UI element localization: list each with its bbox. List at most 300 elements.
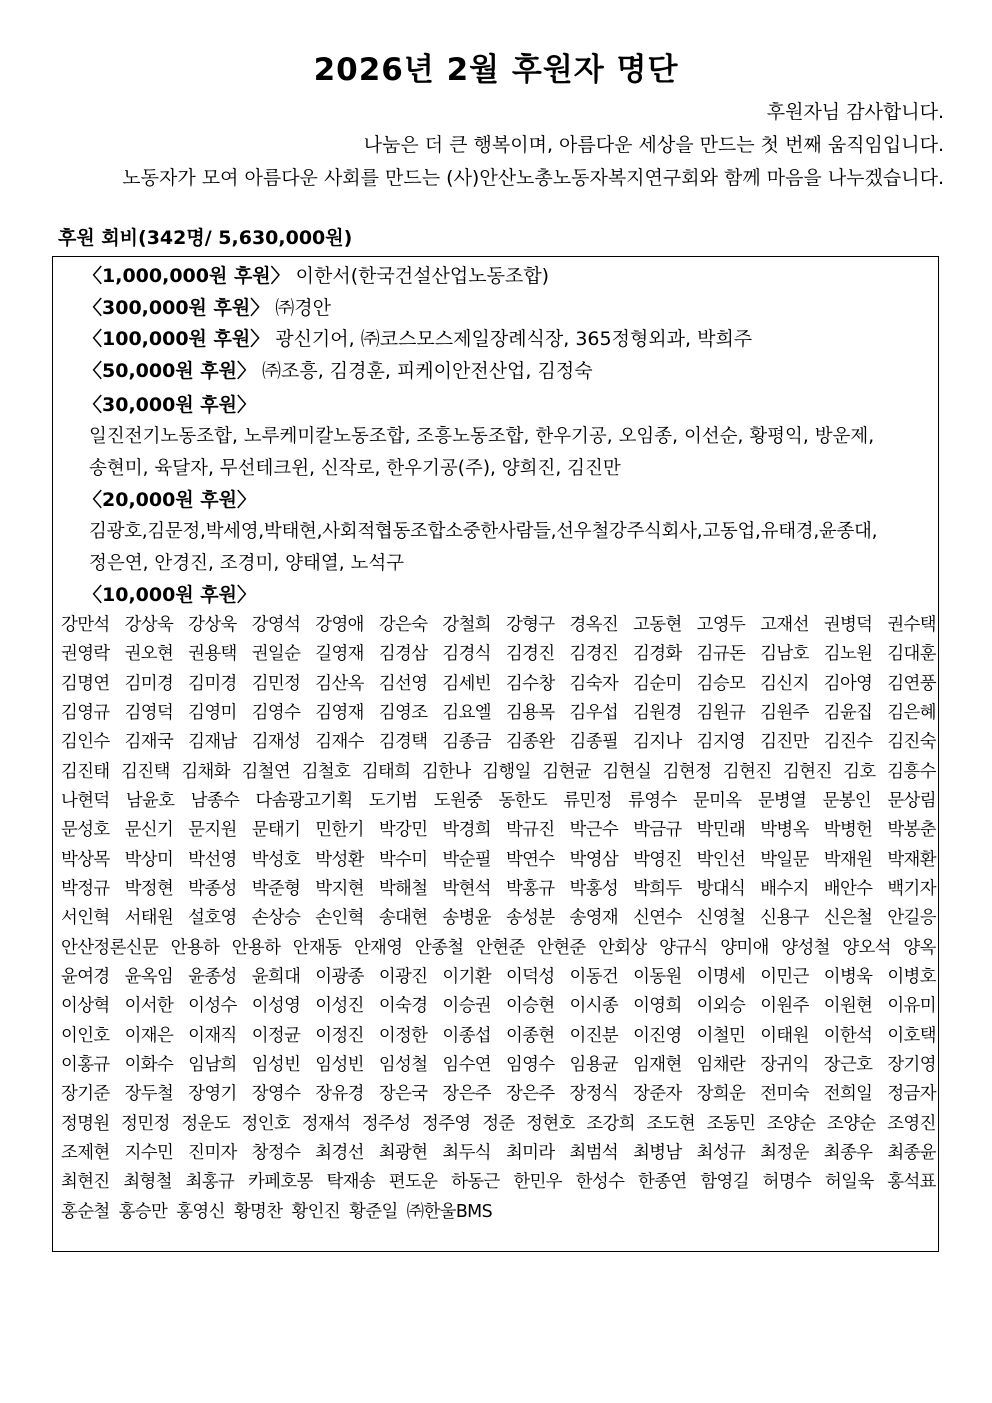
donor-name: 강은숙 [378, 615, 428, 635]
donor-name: 신영철 [696, 908, 746, 929]
donor-name: 박영진 [633, 849, 682, 870]
donor-name: 조도현 [646, 1113, 696, 1134]
donor-name: 남윤호 [125, 790, 175, 811]
donor-name: 문성호 [61, 820, 110, 841]
donor-name: 안길응 [887, 908, 936, 929]
donor-name: 정주영 [422, 1113, 471, 1134]
donor-name: 이종현 [505, 1025, 555, 1046]
donor-name: 이성진 [315, 996, 364, 1017]
donor-name: 박상미 [124, 849, 174, 870]
donor-name: 김호 [843, 761, 876, 782]
donor-name: 장영수 [251, 1084, 301, 1105]
donor-name: 김재성 [251, 732, 301, 753]
donor-name: 김영미 [188, 702, 237, 723]
intro-line: 노동자가 모여 아름다운 사회를 만드는 (사)안산노총노동자복지연구회와 함께 마음을 나누겠습니다. [122, 167, 944, 189]
donor-name: 강철희 [442, 615, 491, 635]
donor-name: 전희일 [823, 1084, 873, 1105]
donor-name: 박홍성 [569, 878, 619, 899]
donor-name: 김수창 [505, 673, 555, 694]
donor-name: 허명수 [762, 1172, 812, 1193]
donor-name: 최병남 [633, 1142, 682, 1163]
donor-name: 임성빈 [315, 1054, 364, 1075]
donor-name: 박해철 [378, 878, 428, 899]
donor-name: 김영조 [378, 702, 428, 723]
donor-name: 김아영 [823, 673, 873, 694]
donor-name: 최홍규 [185, 1172, 235, 1193]
donor-name: 정운도 [181, 1113, 230, 1134]
donor-name: 김태희 [361, 761, 411, 782]
donor-name: 이병욱 [823, 966, 873, 987]
donor-name: 한민우 [513, 1172, 562, 1193]
donor-name: 장근호 [823, 1054, 873, 1075]
donor-name: 홍영신 [176, 1201, 225, 1222]
donor-name: 이홍규 [61, 1054, 110, 1075]
donor-name: 이재은 [124, 1025, 174, 1046]
donor-name: 김종금 [442, 732, 491, 753]
donor-name: 하동근 [451, 1172, 500, 1193]
donor-name: 고영두 [696, 615, 746, 635]
donor-name: 설호영 [188, 908, 237, 929]
donor-name: 이한석 [823, 1025, 873, 1046]
donor-name: 강영애 [315, 615, 364, 635]
donor-name: 박일문 [760, 849, 809, 870]
donor-name: 이덕성 [505, 966, 555, 987]
donor-name: 김승모 [696, 673, 746, 694]
names-row [61, 728, 936, 757]
intro-text [122, 96, 944, 195]
donor-name: 김요엘 [442, 702, 491, 723]
donor-name: 김원규 [696, 702, 746, 723]
donor-name: 안재영 [353, 937, 403, 958]
donor-name: 김현진 [783, 761, 832, 782]
donor-name: 권일순 [251, 644, 301, 665]
donor-name: 강상욱 [124, 615, 174, 635]
donor-name: 양오석 [842, 937, 891, 958]
donor-name: 김선영 [378, 673, 428, 694]
donor-name: 장두철 [124, 1084, 174, 1105]
tier-names: ㈜조흥, 김경훈, 피케이안전산업, 김정숙 [262, 360, 593, 382]
donor-name: 박영삼 [569, 849, 619, 870]
tier-50000 [83, 356, 593, 383]
donor-name: 문봉인 [822, 790, 872, 811]
names-row [61, 611, 936, 640]
tier-20000 [83, 485, 256, 512]
donor-name: 이철민 [696, 1025, 746, 1046]
donor-name: 이정한 [378, 1025, 428, 1046]
donor-name: 양미애 [720, 937, 769, 958]
donor-name: 김은혜 [887, 702, 936, 723]
donor-name: 양옥 [903, 937, 936, 958]
donor-name: 김경진 [569, 644, 619, 665]
tier-label: 〈50,000원 후원〉 [83, 360, 256, 382]
donor-name: 박병헌 [823, 820, 873, 841]
donor-name: 권수택 [887, 615, 936, 635]
donor-name: 신용구 [760, 908, 809, 929]
donor-name: 조영진 [887, 1113, 936, 1134]
donor-name: 김영덕 [124, 702, 174, 723]
donor-name: 배수지 [760, 878, 809, 899]
donor-name: 김명연 [61, 673, 110, 694]
donor-name: 장준자 [633, 1084, 682, 1105]
donor-name: 안회상 [598, 937, 647, 958]
donor-name: 다솜광고기획 [255, 790, 353, 811]
tier-label: 〈300,000원 후원〉 [83, 297, 270, 319]
tier-names: 이한서(한국건설산업노동조합) [295, 265, 550, 287]
donor-name: 임영수 [505, 1054, 555, 1075]
donor-name: 박민래 [696, 820, 746, 841]
donor-name: 손상승 [251, 908, 301, 929]
tier-20000-names-line: 김광호,김문정,박세영,박태현,사회적협동조합소중한사람들,선우철강주식회사,고동업,유태경,윤종대, [89, 521, 878, 542]
donor-name: 강상욱 [188, 615, 237, 635]
donor-name: 박종성 [188, 878, 237, 899]
donor-name: 박경희 [442, 820, 491, 841]
names-row [61, 1080, 936, 1109]
donor-name: 이진영 [633, 1025, 682, 1046]
donor-name: 이기환 [442, 966, 491, 987]
donor-name: 임성철 [378, 1054, 428, 1075]
donor-name: 황인진 [291, 1201, 341, 1222]
donor-name: 신연수 [633, 908, 682, 929]
donor-name: 최현진 [61, 1172, 110, 1193]
donor-name: 신은철 [823, 908, 873, 929]
donor-name: 이화수 [124, 1054, 174, 1075]
names-row [61, 758, 936, 787]
tier-label: 〈100,000원 후원〉 [83, 328, 270, 350]
donor-name: 이호택 [887, 1025, 936, 1046]
donor-name: 윤희대 [251, 966, 301, 987]
donor-name: 이민근 [760, 966, 809, 987]
donor-name: 이광진 [378, 966, 428, 987]
donor-name: 김진태 [61, 761, 110, 782]
donor-name: 박성환 [315, 849, 364, 870]
donor-name: 김흥수 [887, 761, 936, 782]
donor-name: 조제현 [61, 1142, 110, 1163]
donor-name: 이동건 [569, 966, 619, 987]
donor-name: 정현호 [526, 1113, 575, 1134]
donor-name: 김연풍 [887, 673, 936, 694]
names-row [61, 1198, 936, 1227]
donor-name: 이정균 [251, 1025, 301, 1046]
donor-name: 최두식 [442, 1142, 491, 1163]
donor-name: 조강희 [586, 1113, 635, 1134]
donor-name: 정명원 [61, 1113, 110, 1134]
donor-name: 홍석표 [887, 1172, 936, 1193]
names-row [61, 992, 936, 1021]
tier-300000 [83, 293, 331, 320]
donor-name: 류영수 [628, 790, 677, 811]
names-row [61, 1022, 936, 1051]
tier-100000 [83, 324, 752, 351]
donor-name: 박상목 [61, 849, 110, 870]
donor-name: 도원중 [433, 790, 483, 811]
donor-name: 카페호몽 [247, 1172, 313, 1193]
donor-name: 박성호 [251, 849, 301, 870]
donor-name: 김대훈 [887, 644, 936, 665]
donor-name: 박연수 [505, 849, 555, 870]
donor-name: 정준 [482, 1113, 515, 1134]
donor-name: 김미경 [188, 673, 237, 694]
donor-name: 안현준 [537, 937, 586, 958]
donor-name: 정인호 [241, 1113, 291, 1134]
donor-name: 최성규 [696, 1142, 746, 1163]
donor-name: 김세빈 [442, 673, 491, 694]
donor-name: 최경선 [315, 1142, 364, 1163]
donor-name: 이서한 [124, 996, 174, 1017]
donor-list-box [52, 256, 939, 1252]
donor-name: 장기준 [61, 1084, 110, 1105]
page-title: 2026년 2월 후원자 명단 [313, 52, 679, 88]
names-row [61, 1110, 936, 1139]
donor-name: 김한나 [422, 761, 471, 782]
tier-1000000 [83, 261, 549, 288]
donor-name: 최광현 [378, 1142, 428, 1163]
donor-name: 임남희 [188, 1054, 237, 1075]
donor-name: 김경식 [442, 644, 491, 665]
donor-name: 이병호 [887, 966, 936, 987]
donor-name: 김민정 [251, 673, 301, 694]
donor-name: 김진택 [121, 761, 170, 782]
donor-name: 김신지 [760, 673, 809, 694]
donor-name: 김종필 [569, 732, 619, 753]
donor-name: 한성수 [575, 1172, 625, 1193]
donor-name: 민한기 [315, 820, 364, 841]
tier-10000-names-grid [61, 611, 936, 1227]
tier-10000 [83, 580, 256, 607]
donor-name: 최종윤 [887, 1142, 936, 1163]
donor-name: 양성철 [781, 937, 830, 958]
donor-name: 안종철 [414, 937, 464, 958]
donor-name: 이명세 [696, 966, 746, 987]
donor-name: 김용목 [505, 702, 555, 723]
donor-name: 박재환 [887, 849, 936, 870]
tier-30000-names-line: 일진전기노동조합, 노루케미칼노동조합, 조흥노동조합, 한우기공, 오임종, 이선순, 황평익, 방운제, [89, 426, 875, 447]
donor-name: 최미라 [505, 1142, 555, 1163]
donor-name: 문태기 [251, 820, 301, 841]
donor-name: 강형구 [505, 615, 555, 635]
donor-name: 한종연 [638, 1172, 687, 1193]
donor-name: 장은주 [505, 1084, 555, 1105]
donor-name: 송병윤 [442, 908, 491, 929]
donor-name: 이성수 [188, 996, 237, 1017]
donor-name: 김진수 [823, 732, 873, 753]
donor-name: 김경택 [378, 732, 428, 753]
donor-name: 임수연 [442, 1054, 491, 1075]
intro-line: 후원자님 감사합니다. [766, 101, 944, 123]
donor-name: 김재수 [315, 732, 364, 753]
donor-name: 김재남 [188, 732, 237, 753]
donor-name: 임용균 [569, 1054, 619, 1075]
donor-name: 이동원 [633, 966, 682, 987]
donor-name: 장영기 [188, 1084, 237, 1105]
donor-name: 박금규 [633, 820, 682, 841]
donor-name: 이태원 [760, 1025, 809, 1046]
donor-name: 김미경 [124, 673, 174, 694]
donor-name: 박홍규 [505, 878, 555, 899]
donor-name: 김산옥 [315, 673, 364, 694]
donor-name: 권영락 [61, 644, 110, 665]
donor-name: 조양순 [827, 1113, 876, 1134]
donor-name: 김현정 [662, 761, 712, 782]
donor-name: 고재선 [760, 615, 809, 635]
donor-name: 장기영 [887, 1054, 936, 1075]
tier-label: 〈1,000,000원 후원〉 [83, 265, 290, 287]
donor-name: 김숙자 [569, 673, 619, 694]
donor-name: 장귀익 [760, 1054, 809, 1075]
donor-name: 이상혁 [61, 996, 110, 1017]
donor-name: 문신기 [124, 820, 174, 841]
names-row [61, 1051, 936, 1080]
donor-name: 윤여경 [61, 966, 110, 987]
donor-name: 장은주 [442, 1084, 491, 1105]
donor-name: 함영길 [700, 1172, 749, 1193]
donor-name: 홍순철 [61, 1201, 110, 1222]
donor-name: 김남호 [760, 644, 809, 665]
donor-name: 김원경 [633, 702, 682, 723]
donor-name: 지수민 [124, 1142, 174, 1163]
donor-name: 임성빈 [251, 1054, 301, 1075]
donor-name: 임재현 [633, 1054, 682, 1075]
donor-name: 창정수 [251, 1142, 301, 1163]
donor-name: 김종완 [505, 732, 555, 753]
donor-name: 황명찬 [233, 1201, 283, 1222]
donor-name: 고동현 [633, 615, 682, 635]
donor-name: 박수미 [378, 849, 428, 870]
donor-name: 김행일 [482, 761, 531, 782]
donor-name: 송성분 [505, 908, 555, 929]
donor-name: 서인혁 [61, 908, 110, 929]
donor-name: 안용하 [231, 937, 281, 958]
names-row [61, 1168, 936, 1197]
donor-name: 김현진 [722, 761, 772, 782]
donor-name: 이정진 [315, 1025, 364, 1046]
donor-name: 김채화 [181, 761, 230, 782]
donor-name: 김인수 [61, 732, 110, 753]
donor-name: 황준일 [349, 1201, 398, 1222]
donor-name: 박병옥 [760, 820, 809, 841]
donor-name: 송대현 [378, 908, 428, 929]
donor-name: 김원주 [760, 702, 809, 723]
donor-name: 이승권 [442, 996, 491, 1017]
tier-20000-names-line: 정은연, 안경진, 조경미, 양태열, 노석구 [89, 553, 405, 574]
donor-name: 서태원 [124, 908, 174, 929]
tier-30000 [83, 390, 256, 417]
donor-name: 김철호 [301, 761, 351, 782]
donor-name: 이시종 [569, 996, 619, 1017]
donor-name: 문미옥 [692, 790, 742, 811]
donor-name: 탁재송 [326, 1172, 376, 1193]
donor-name: 허일욱 [824, 1172, 874, 1193]
donor-name: 조양순 [766, 1113, 816, 1134]
donor-name: 임채란 [696, 1054, 746, 1075]
tier-label: 〈30,000원 후원〉 [83, 394, 256, 416]
donor-name: 박인선 [696, 849, 746, 870]
donor-name: 박정규 [61, 878, 110, 899]
names-row [61, 846, 936, 875]
donor-name: 방대식 [696, 878, 746, 899]
donor-name: 김재국 [124, 732, 174, 753]
donor-name: 이성영 [251, 996, 301, 1017]
tier-label: 〈20,000원 후원〉 [83, 489, 256, 511]
donor-name: 이외승 [696, 996, 746, 1017]
donation-summary: 후원 회비(342명/ 5,630,000원) [58, 227, 353, 249]
donor-name: 김경화 [633, 644, 682, 665]
donor-name: 문상림 [887, 790, 936, 811]
donor-name: 길영재 [315, 644, 364, 665]
names-row [61, 670, 936, 699]
donor-name: 김노원 [823, 644, 873, 665]
donor-name: 김지영 [696, 732, 746, 753]
donor-name: 홍승만 [118, 1201, 168, 1222]
donor-name: 박선영 [188, 849, 237, 870]
tier-names: ㈜경안 [275, 297, 331, 319]
donor-name: 동한도 [498, 790, 548, 811]
donor-name: 문병열 [757, 790, 807, 811]
donor-name: 김우섭 [569, 702, 619, 723]
donor-name: 안용하 [170, 937, 220, 958]
donor-name: 김영재 [315, 702, 364, 723]
donor-name: 윤옥임 [124, 966, 174, 987]
donor-name: 김경진 [505, 644, 555, 665]
donor-name: 조동민 [706, 1113, 756, 1134]
donor-name: 배안수 [823, 878, 873, 899]
donor-name: 윤종성 [188, 966, 237, 987]
donor-name: 이영희 [633, 996, 682, 1017]
donor-name: 박강민 [378, 820, 428, 841]
donor-name: 장희운 [696, 1084, 746, 1105]
names-row [61, 875, 936, 904]
donor-name: 박현석 [442, 878, 491, 899]
donor-name: 최범석 [569, 1142, 619, 1163]
donor-name: 최형철 [123, 1172, 172, 1193]
names-row [61, 1139, 936, 1168]
donor-name: 박근수 [569, 820, 619, 841]
donor-name: 문지원 [188, 820, 237, 841]
donor-name: 이숙경 [378, 996, 428, 1017]
donor-name: 류민정 [563, 790, 612, 811]
donor-name: 안현준 [475, 937, 525, 958]
tier-30000-names-line: 송현미, 육달자, 무선테크윈, 신작로, 한우기공(주), 양희진, 김진만 [89, 458, 621, 479]
donor-name: 이광종 [315, 966, 364, 987]
donor-name: 박지현 [315, 878, 364, 899]
donor-name: 박재원 [823, 849, 873, 870]
donor-name: 손인혁 [315, 908, 364, 929]
donor-name: 박규진 [505, 820, 555, 841]
donor-name: 김윤집 [823, 702, 873, 723]
donor-name: 이진분 [569, 1025, 619, 1046]
donor-name: 김진숙 [887, 732, 936, 753]
donor-name: 송영재 [569, 908, 619, 929]
donor-name: 안산정론신문 [61, 937, 159, 958]
donor-name: 최종우 [823, 1142, 873, 1163]
donor-name: 전미숙 [760, 1084, 809, 1105]
names-row [61, 904, 936, 933]
donor-name: 정주성 [361, 1113, 411, 1134]
names-row [61, 963, 936, 992]
donor-name: 남종수 [190, 790, 240, 811]
donor-name: 김현실 [602, 761, 652, 782]
tier-names: 광신기어, ㈜코스모스제일장례식장, 365정형외과, 박희주 [275, 328, 753, 350]
donor-name: 박봉춘 [887, 820, 936, 841]
intro-line: 나눔은 더 큰 행복이며, 아름다운 세상을 만드는 첫 번째 움직임입니다. [363, 134, 944, 156]
donor-name: 백기자 [887, 878, 936, 899]
donor-name: 김경삼 [378, 644, 428, 665]
donor-name: 이원주 [760, 996, 809, 1017]
donor-name: 이원현 [823, 996, 873, 1017]
donor-name: 나현덕 [61, 790, 110, 811]
donor-name: 이재직 [188, 1025, 237, 1046]
donor-name: 이인호 [61, 1025, 110, 1046]
donor-name: 김순미 [633, 673, 682, 694]
